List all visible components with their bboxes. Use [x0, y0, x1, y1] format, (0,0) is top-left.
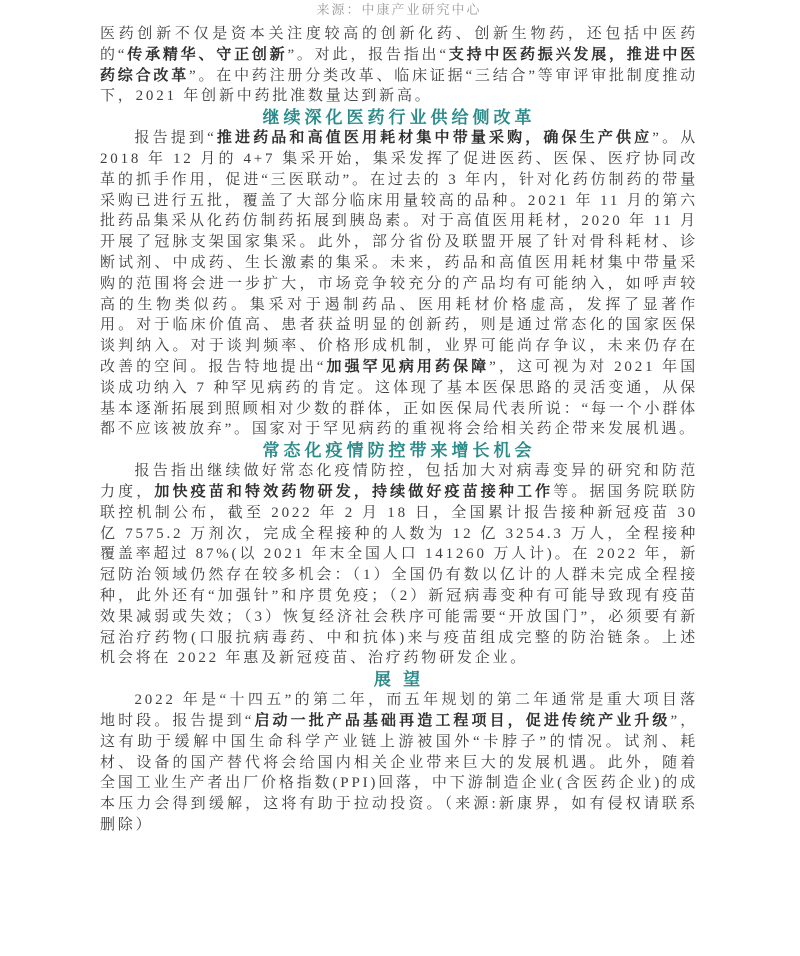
- text-run: ”，这可视为对 2021 年国谈成功纳入 7 种罕见病药的肯定。这体现了基本医保思路的灵活变通，从保基本逐渐拓展到照顾相对少数的群体，正如医保局代表所说：“每一个小群体都不应该被放弃”。国家对于罕见病药的重视将会给相关药企带来发展机遇。: [100, 358, 699, 438]
- section-heading-supply-side-reform: 继续深化医药行业供给侧改革: [262, 108, 536, 128]
- paragraph-procurement: [100, 128, 698, 440]
- text-run: 2022 年是“十四五”的第二年，而五年规划的第二年通常是重大项目落地时段。报告提到“: [100, 692, 698, 729]
- text-run: ”。从 2018 年 12 月的 4+7 集采开始，集采发挥了促进医药、医保、医疗协同改革的抓手作用，促进“三医联动”。在过去的 3 年内，针对化药仿制药的带量采购已进行五批，覆盖了大部分临床用量较高的品种。2021 年 11 月的第六批药品集采从化药仿制药拓展到胰岛素。对于高值医用耗材，2020 年 11 月开展了冠脉支架国家集采。此外，部分省份及联盟开展了针对骨科耗材、诊断试剂、中成药、生长激素的集采。未来，药品和高值医用耗材集中带量采购的范围将会进一步扩大，市场竞争较充分的产品均有可能纳入，如呼声较高的生物类似药。集采对于遏制药品、医用耗材价格虚高，发挥了显著作用。对于临床价值高、患者获益明显的创新药，则是通过常态化的国家医保谈判纳入。对于谈判频率、价格形成机制，业界可能尚存争议，未来仍存在改善的空间。报告特地提出“: [100, 130, 699, 375]
- paragraph-innovation: [100, 24, 698, 107]
- text-run: 医药创新不仅是资本关注度较高的创新化药、创新生物药，还包括中医药的“: [100, 26, 698, 63]
- text-run: 报告提到“: [134, 130, 217, 147]
- text-run: ”，这有助于缓解中国生命科学产业链上游被国外“卡脖子”的情况。试剂、耗材、设备的国产替代将会给国内相关企业带来巨大的发展机遇。此外，随着全国工业生产者出厂价格指数(PPI)回落，中下游制造企业(含医药企业)的成本压力会得到缓解，这将有助于拉动投资。（来源:新康界，如有侵权请联系删除）: [100, 712, 698, 833]
- text-run: ”。对此，报告指出“: [287, 46, 449, 63]
- text-run-bold: 推进药品和高值医用耗材集中带量采购，确保生产供应: [216, 130, 653, 147]
- paragraph-pandemic: [100, 461, 698, 669]
- document-content: [100, 0, 698, 836]
- text-run-bold: 启动一批产品基础再造工程项目，促进传统产业升级: [254, 712, 671, 729]
- text-run: 报告指出继续做好常态化疫情防控，包括加大对病毒变异的研究和防范力度，: [100, 463, 698, 500]
- source-attribution: 来源：中康产业研究中心: [316, 2, 482, 17]
- paragraph-outlook: [100, 690, 698, 836]
- text-run-bold: 加快疫苗和特效药物研发，持续做好疫苗接种工作: [154, 483, 554, 500]
- text-run-bold: 加强罕见病用药保障: [326, 358, 490, 375]
- text-run: 等。据国务院联防联控机制公布，截至 2022 年 2 月 18 日，全国累计报告接种新冠疫苗 30 亿 7575.2 万剂次，完成全程接种的人数为 12 亿 3254.3 万人，全程接种覆盖率超过 87%(以 2021 年末全国人口 141260 万人计)。在 2022 年，新冠防治领域仍然存在较多机会：（1）全国仍有数以亿计的人群未完成全程接种，此外还有“加强针”和序贯免疫；（2）新冠病毒变种有可能导致现有疫苗效果减弱或失效；（3）恢复经济社会秩序可能需要“开放国门”，必须要有新冠治疗药物(口服抗病毒药、中和抗体)来与疫苗组成完整的防治链条。上述机会将在 2022 年惠及新冠疫苗、治疗药物研发企业。: [100, 483, 698, 667]
- text-run-bold: 支持中医药振兴发展，推进中医药综合改革: [100, 46, 698, 84]
- text-run-bold: 传承精华、守正创新: [127, 46, 288, 63]
- section-heading-pandemic-control: 常态化疫情防控带来增长机会: [262, 441, 536, 461]
- section-heading-outlook: 展 望: [373, 670, 425, 690]
- text-run: ”。在中药注册分类改革、临床证据“三结合”等审评审批制度推动下，2021 年创新中药批准数量达到新高。: [100, 67, 698, 105]
